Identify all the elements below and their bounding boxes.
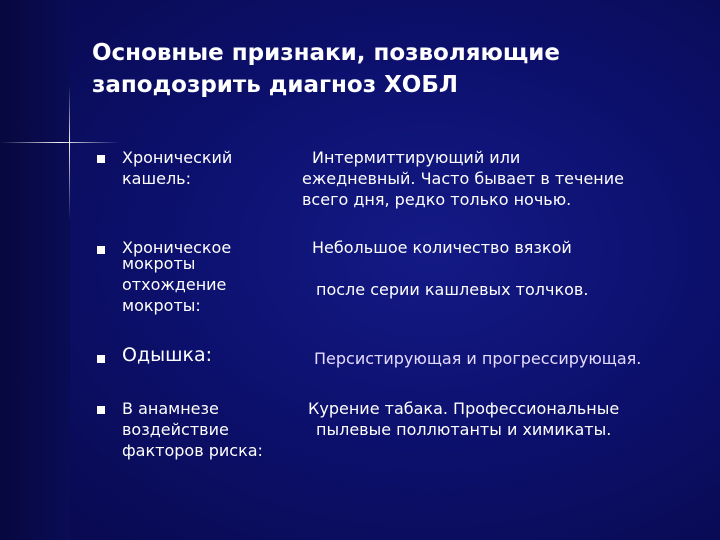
row-4-sign: [122, 398, 263, 461]
row-1-sign-line-1: Хронический: [122, 148, 233, 167]
row-3-sign: Одышка:: [122, 344, 212, 366]
row-4-sign-line-2: воздействие: [122, 420, 229, 439]
slide-title-line-2: заподозрить диагноз ХОБЛ: [92, 72, 458, 98]
slide-title: [92, 37, 560, 101]
crosshair-horizontal-line: [0, 142, 120, 143]
bullet-square-icon: [97, 246, 105, 254]
row-1-sign: [122, 147, 232, 189]
row-2-sign-line-4: мокроты:: [122, 296, 201, 315]
crosshair-vertical-line: [69, 85, 70, 220]
row-4-sign-line-3: факторов риска:: [122, 441, 263, 460]
left-dark-band: [0, 0, 70, 540]
row-4-description: [308, 398, 619, 440]
row-4-description-line-2: пылевые поллютанты и химикаты.: [316, 420, 612, 439]
row-3-description: Персистирующая и прогрессирующая.: [314, 349, 642, 368]
row-1-sign-line-2: кашель:: [122, 169, 191, 188]
row-2-description-line-2: после серии кашлевых толчков.: [316, 280, 589, 299]
row-2-sign-line-1: Хроническое: [122, 238, 232, 257]
row-2-description-line-1: Небольшое количество вязкой: [312, 238, 572, 257]
row-2-sign-line-2: мокроты: [122, 254, 196, 273]
row-1-description-line-1: Интермиттирующий или: [312, 148, 521, 167]
slide-title-line-1: Основные признаки, позволяющие: [92, 40, 560, 66]
row-2-sign-line-3: отхождение: [122, 275, 227, 294]
bullet-square-icon: [97, 155, 105, 163]
bullet-square-icon: [97, 355, 105, 363]
row-4-sign-line-1: В анамнезе: [122, 399, 219, 418]
bullet-square-icon: [97, 406, 105, 414]
row-1-description: [302, 147, 624, 210]
row-4-description-line-1: Курение табака. Профессиональные: [308, 399, 620, 418]
row-1-description-line-2: ежедневный. Часто бывает в течение: [302, 169, 624, 188]
row-1-description-line-3: всего дня, редко только ночью.: [302, 190, 572, 209]
row-2-sign: [122, 237, 231, 316]
